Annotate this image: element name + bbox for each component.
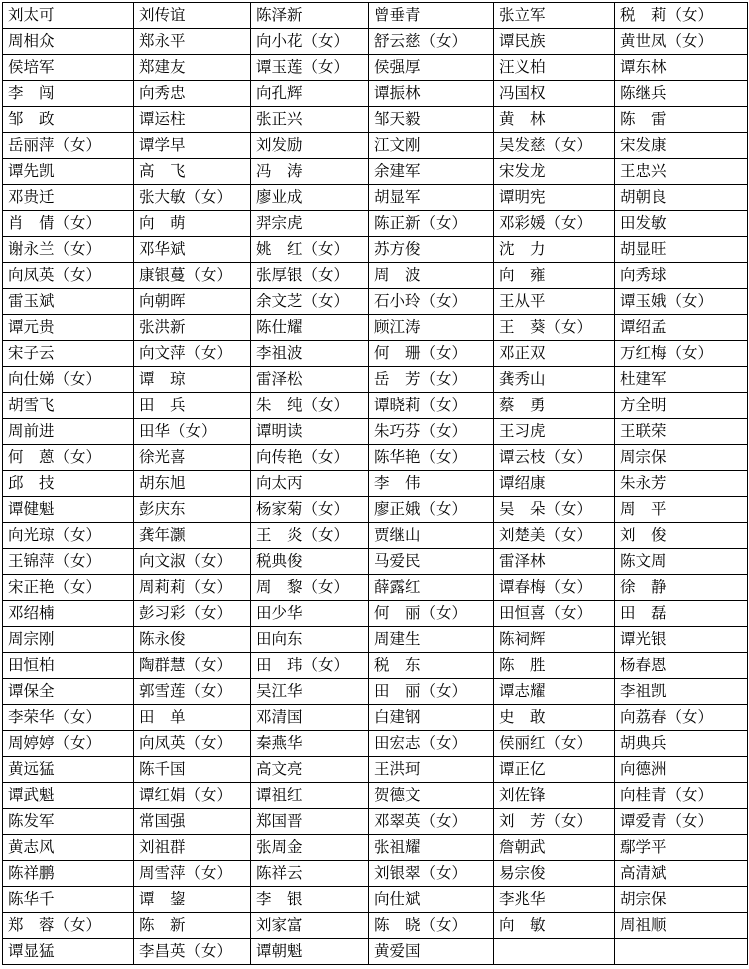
name-cell: 邓彩媛（女） — [494, 211, 615, 237]
name-cell: 向德洲 — [615, 757, 748, 783]
name-cell: 宋正艳（女） — [3, 575, 134, 601]
name-cell: 廖正娥（女） — [369, 497, 494, 523]
name-cell: 张厚银（女） — [251, 263, 369, 289]
name-cell: 谭健魁 — [3, 497, 134, 523]
table-row — [3, 575, 748, 601]
table-row — [3, 731, 748, 757]
name-cell: 陈永俊 — [134, 627, 251, 653]
name-cell: 杨春恩 — [615, 653, 748, 679]
name-cell: 谭振林 — [369, 81, 494, 107]
name-cell: 向朝晖 — [134, 289, 251, 315]
name-cell: 郑 蓉（女） — [3, 913, 134, 939]
name-cell: 谭朝魁 — [251, 939, 369, 965]
table-row — [3, 107, 748, 133]
name-cell: 羿宗虎 — [251, 211, 369, 237]
name-cell: 陈泽新 — [251, 3, 369, 29]
name-cell: 谭保全 — [3, 679, 134, 705]
name-cell: 谭明读 — [251, 419, 369, 445]
name-cell: 田 单 — [134, 705, 251, 731]
name-cell: 岳丽萍（女） — [3, 133, 134, 159]
name-cell: 王锦萍（女） — [3, 549, 134, 575]
table-row — [3, 757, 748, 783]
table-row — [3, 211, 748, 237]
name-cell: 谭云枝（女） — [494, 445, 615, 471]
name-cell: 冯 涛 — [251, 159, 369, 185]
name-cell: 胡雪飞 — [3, 393, 134, 419]
name-cell: 税典俊 — [251, 549, 369, 575]
name-cell: 刘传谊 — [134, 3, 251, 29]
name-cell: 张大敏（女） — [134, 185, 251, 211]
name-cell: 谭东林 — [615, 55, 748, 81]
name-cell: 李 闯 — [3, 81, 134, 107]
name-cell: 陈正新（女） — [369, 211, 494, 237]
name-cell: 刘楚美（女） — [494, 523, 615, 549]
name-cell: 田少华 — [251, 601, 369, 627]
name-cell: 宋发康 — [615, 133, 748, 159]
name-cell: 谭祖红 — [251, 783, 369, 809]
name-cell: 谭明宪 — [494, 185, 615, 211]
name-cell: 张洪新 — [134, 315, 251, 341]
name-cell: 姚 红（女） — [251, 237, 369, 263]
name-cell: 黄世凤（女） — [615, 29, 748, 55]
name-cell: 何 蒽（女） — [3, 445, 134, 471]
name-cell: 陈发军 — [3, 809, 134, 835]
table-row — [3, 523, 748, 549]
name-cell: 向秀球 — [615, 263, 748, 289]
name-cell: 蔡 勇 — [494, 393, 615, 419]
name-cell: 高 飞 — [134, 159, 251, 185]
name-cell: 陈 胜 — [494, 653, 615, 679]
table-row — [3, 81, 748, 107]
name-cell — [494, 939, 615, 965]
name-cell: 黄志风 — [3, 835, 134, 861]
name-cell: 王从平 — [494, 289, 615, 315]
name-cell: 黄爱国 — [369, 939, 494, 965]
name-cell: 汪义柏 — [494, 55, 615, 81]
name-cell: 田恒柏 — [3, 653, 134, 679]
name-cell: 李祖凯 — [615, 679, 748, 705]
name-cell: 刘发励 — [251, 133, 369, 159]
name-cell: 谭 鋆 — [134, 887, 251, 913]
name-cell: 詹朝武 — [494, 835, 615, 861]
name-cell: 吴 朵（女） — [494, 497, 615, 523]
name-cell: 谭玉娥（女） — [615, 289, 748, 315]
name-cell: 谭学早 — [134, 133, 251, 159]
name-cell: 谭先凯 — [3, 159, 134, 185]
name-cell: 刘祖群 — [134, 835, 251, 861]
table-row — [3, 783, 748, 809]
name-cell: 周雪萍（女） — [134, 861, 251, 887]
name-cell: 张立军 — [494, 3, 615, 29]
name-cell: 余文芝（女） — [251, 289, 369, 315]
name-cell: 向桂青（女） — [615, 783, 748, 809]
name-cell: 郑建友 — [134, 55, 251, 81]
name-cell: 杜建军 — [615, 367, 748, 393]
name-cell: 向 萌 — [134, 211, 251, 237]
name-cell: 向仕娣（女） — [3, 367, 134, 393]
name-cell: 谭晓莉（女） — [369, 393, 494, 419]
name-cell: 彭庆东 — [134, 497, 251, 523]
name-cell: 何 丽（女） — [369, 601, 494, 627]
name-cell: 谭爱青（女） — [615, 809, 748, 835]
name-cell: 马爱民 — [369, 549, 494, 575]
table-row — [3, 549, 748, 575]
table-row — [3, 315, 748, 341]
table-row — [3, 29, 748, 55]
name-cell: 周祖顺 — [615, 913, 748, 939]
name-cell: 胡显军 — [369, 185, 494, 211]
name-cell: 史 敢 — [494, 705, 615, 731]
name-cell: 向太丙 — [251, 471, 369, 497]
name-cell: 苏方俊 — [369, 237, 494, 263]
name-cell: 胡朝良 — [615, 185, 748, 211]
name-cell: 向 雍 — [494, 263, 615, 289]
name-cell: 侯丽红（女） — [494, 731, 615, 757]
name-cell: 张祖耀 — [369, 835, 494, 861]
name-cell: 吴江华 — [251, 679, 369, 705]
name-cell: 向传艳（女） — [251, 445, 369, 471]
table-row — [3, 705, 748, 731]
name-cell: 谭武魁 — [3, 783, 134, 809]
name-cell: 向仕斌 — [369, 887, 494, 913]
name-cell: 雷泽松 — [251, 367, 369, 393]
table-row — [3, 3, 748, 29]
name-cell: 向凤英（女） — [134, 731, 251, 757]
name-cell: 谭玉莲（女） — [251, 55, 369, 81]
name-cell: 谭绍孟 — [615, 315, 748, 341]
name-cell: 王 葵（女） — [494, 315, 615, 341]
name-cell: 周婷婷（女） — [3, 731, 134, 757]
name-cell: 黄远猛 — [3, 757, 134, 783]
name-cell: 谢永兰（女） — [3, 237, 134, 263]
table-row — [3, 887, 748, 913]
table-row — [3, 679, 748, 705]
name-cell: 余建军 — [369, 159, 494, 185]
name-cell: 刘 俊 — [615, 523, 748, 549]
name-cell: 杨家菊（女） — [251, 497, 369, 523]
name-cell: 李昌英（女） — [134, 939, 251, 965]
name-cell: 侯强厚 — [369, 55, 494, 81]
name-cell: 胡宗保 — [615, 887, 748, 913]
name-cell: 谭志耀 — [494, 679, 615, 705]
name-cell: 周相众 — [3, 29, 134, 55]
name-cell: 陈继兵 — [615, 81, 748, 107]
name-cell: 顾江涛 — [369, 315, 494, 341]
name-cell: 刘银翠（女） — [369, 861, 494, 887]
name-cell: 谭光银 — [615, 627, 748, 653]
name-cell: 郑国晋 — [251, 809, 369, 835]
name-cell: 易宗俊 — [494, 861, 615, 887]
name-cell: 谭正亿 — [494, 757, 615, 783]
table-row — [3, 263, 748, 289]
table-row — [3, 159, 748, 185]
name-cell: 邓翠英（女） — [369, 809, 494, 835]
name-cell: 冯国权 — [494, 81, 615, 107]
name-cell: 谭 琼 — [134, 367, 251, 393]
table-row — [3, 835, 748, 861]
name-cell: 陈祥鹏 — [3, 861, 134, 887]
table-row — [3, 471, 748, 497]
name-cell: 税 东 — [369, 653, 494, 679]
name-cell: 田 磊 — [615, 601, 748, 627]
name-cell: 陶群慧（女） — [134, 653, 251, 679]
name-cell: 刘佐锋 — [494, 783, 615, 809]
name-cell: 雷泽林 — [494, 549, 615, 575]
name-cell: 邓华斌 — [134, 237, 251, 263]
name-cell: 田恒喜（女） — [494, 601, 615, 627]
name-cell: 刘 芳（女） — [494, 809, 615, 835]
table-row — [3, 237, 748, 263]
name-cell: 周前进 — [3, 419, 134, 445]
name-cell: 郭雪莲（女） — [134, 679, 251, 705]
name-cell: 陈仕耀 — [251, 315, 369, 341]
name-cell: 周建生 — [369, 627, 494, 653]
name-cell: 李荣华（女） — [3, 705, 134, 731]
name-cell: 邓贵迁 — [3, 185, 134, 211]
name-cell: 邹 政 — [3, 107, 134, 133]
name-cell: 陈 新 — [134, 913, 251, 939]
name-cell: 何 珊（女） — [369, 341, 494, 367]
name-cell: 向荔春（女） — [615, 705, 748, 731]
name-cell: 鄢学平 — [615, 835, 748, 861]
name-cell: 李 伟 — [369, 471, 494, 497]
name-cell: 陈千国 — [134, 757, 251, 783]
name-cell: 陈华千 — [3, 887, 134, 913]
name-cell: 白建钢 — [369, 705, 494, 731]
table-row — [3, 939, 748, 965]
name-cell: 龚年灏 — [134, 523, 251, 549]
name-cell: 宋子云 — [3, 341, 134, 367]
name-cell: 田向东 — [251, 627, 369, 653]
name-cell: 龚秀山 — [494, 367, 615, 393]
name-cell: 肖 倩（女） — [3, 211, 134, 237]
name-cell: 黄 林 — [494, 107, 615, 133]
name-cell: 向秀忠 — [134, 81, 251, 107]
name-cell: 田 丽（女） — [369, 679, 494, 705]
name-cell: 王洪珂 — [369, 757, 494, 783]
name-cell: 田发敏 — [615, 211, 748, 237]
table-row — [3, 627, 748, 653]
table-row — [3, 341, 748, 367]
table-row — [3, 133, 748, 159]
name-cell: 王习虎 — [494, 419, 615, 445]
name-cell: 陈 晓（女） — [369, 913, 494, 939]
name-cell: 沈 力 — [494, 237, 615, 263]
name-cell: 贾继山 — [369, 523, 494, 549]
name-cell: 田 玮（女） — [251, 653, 369, 679]
name-cell: 陈 雷 — [615, 107, 748, 133]
table-row — [3, 809, 748, 835]
name-cell: 李 银 — [251, 887, 369, 913]
name-cell: 秦燕华 — [251, 731, 369, 757]
name-cell: 王 炎（女） — [251, 523, 369, 549]
name-cell: 向光琼（女） — [3, 523, 134, 549]
name-cell: 周 黎（女） — [251, 575, 369, 601]
name-cell: 税 莉（女） — [615, 3, 748, 29]
name-cell: 邓绍楠 — [3, 601, 134, 627]
table-row — [3, 367, 748, 393]
name-cell: 向文萍（女） — [134, 341, 251, 367]
name-cell: 谭绍康 — [494, 471, 615, 497]
name-cell: 邓清国 — [251, 705, 369, 731]
name-cell: 贺德文 — [369, 783, 494, 809]
name-cell: 田 兵 — [134, 393, 251, 419]
name-cell: 谭春梅（女） — [494, 575, 615, 601]
name-list-body — [3, 3, 748, 965]
name-cell: 江文刚 — [369, 133, 494, 159]
name-cell: 周莉莉（女） — [134, 575, 251, 601]
name-cell: 郑永平 — [134, 29, 251, 55]
name-cell — [615, 939, 748, 965]
name-cell: 谭显猛 — [3, 939, 134, 965]
table-row — [3, 861, 748, 887]
name-cell: 雷玉斌 — [3, 289, 134, 315]
name-cell: 陈祠辉 — [494, 627, 615, 653]
name-cell: 李兆华 — [494, 887, 615, 913]
name-cell: 张正兴 — [251, 107, 369, 133]
name-cell: 谭运柱 — [134, 107, 251, 133]
name-cell: 高清斌 — [615, 861, 748, 887]
table-row — [3, 393, 748, 419]
table-row — [3, 601, 748, 627]
name-cell: 向小花（女） — [251, 29, 369, 55]
name-cell: 陈文周 — [615, 549, 748, 575]
table-row — [3, 419, 748, 445]
name-cell: 侯培军 — [3, 55, 134, 81]
name-cell: 王忠兴 — [615, 159, 748, 185]
table-row — [3, 289, 748, 315]
name-cell: 常国强 — [134, 809, 251, 835]
name-cell: 陈华艳（女） — [369, 445, 494, 471]
table-row — [3, 185, 748, 211]
name-cell: 石小玲（女） — [369, 289, 494, 315]
name-cell: 向凤英（女） — [3, 263, 134, 289]
name-list-table — [2, 2, 748, 965]
name-cell: 康银蔓（女） — [134, 263, 251, 289]
table-row — [3, 913, 748, 939]
name-cell: 廖业成 — [251, 185, 369, 211]
name-cell: 高文亮 — [251, 757, 369, 783]
name-cell: 向文淑（女） — [134, 549, 251, 575]
name-cell: 田华（女） — [134, 419, 251, 445]
name-cell: 彭习彩（女） — [134, 601, 251, 627]
name-cell: 朱永芳 — [615, 471, 748, 497]
name-cell: 周 平 — [615, 497, 748, 523]
name-cell: 谭元贵 — [3, 315, 134, 341]
name-cell: 胡显旺 — [615, 237, 748, 263]
name-cell: 岳 芳（女） — [369, 367, 494, 393]
name-cell: 邱 技 — [3, 471, 134, 497]
table-row — [3, 445, 748, 471]
name-cell: 刘太可 — [3, 3, 134, 29]
name-cell: 徐光喜 — [134, 445, 251, 471]
name-cell: 周宗保 — [615, 445, 748, 471]
name-cell: 李祖波 — [251, 341, 369, 367]
name-cell: 王联荣 — [615, 419, 748, 445]
name-cell: 万红梅（女） — [615, 341, 748, 367]
name-cell: 向 敏 — [494, 913, 615, 939]
name-cell: 张周金 — [251, 835, 369, 861]
name-cell: 方全明 — [615, 393, 748, 419]
name-cell: 薛露红 — [369, 575, 494, 601]
name-cell: 刘家富 — [251, 913, 369, 939]
name-cell: 胡典兵 — [615, 731, 748, 757]
name-cell: 田宏志（女） — [369, 731, 494, 757]
name-cell: 周 波 — [369, 263, 494, 289]
name-cell: 徐 静 — [615, 575, 748, 601]
name-cell: 舒云慈（女） — [369, 29, 494, 55]
name-cell: 胡东旭 — [134, 471, 251, 497]
name-cell: 谭红娟（女） — [134, 783, 251, 809]
name-cell: 朱巧芬（女） — [369, 419, 494, 445]
name-cell: 陈祥云 — [251, 861, 369, 887]
name-cell: 邓正双 — [494, 341, 615, 367]
table-row — [3, 497, 748, 523]
name-cell: 宋发龙 — [494, 159, 615, 185]
table-row — [3, 653, 748, 679]
table-row — [3, 55, 748, 81]
name-cell: 向孔辉 — [251, 81, 369, 107]
name-cell: 周宗刚 — [3, 627, 134, 653]
name-cell: 曾垂青 — [369, 3, 494, 29]
name-cell: 吴发慈（女） — [494, 133, 615, 159]
name-cell: 谭民族 — [494, 29, 615, 55]
name-cell: 邹天毅 — [369, 107, 494, 133]
name-cell: 朱 纯（女） — [251, 393, 369, 419]
